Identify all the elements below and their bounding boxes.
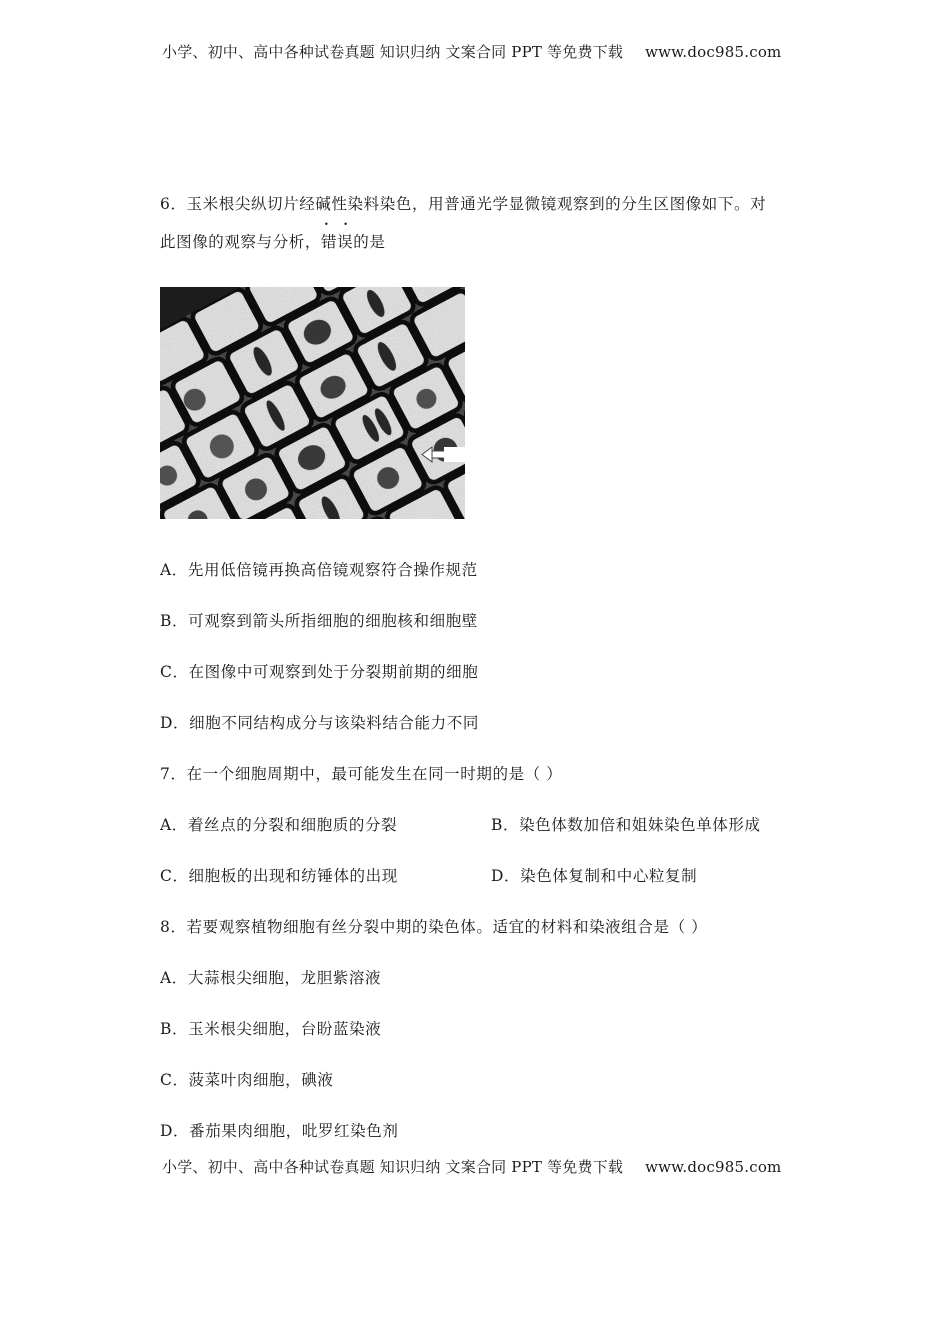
q6-stem-emphasis: • • 错误 [321, 230, 353, 252]
q6-option-a[interactable]: A．先用低倍镜再换高倍镜观察符合操作规范 [160, 561, 478, 579]
footer-site-link[interactable]: www.doc985.com [645, 1158, 782, 1176]
q7-option-c[interactable]: C．细胞板的出现和纺锤体的出现 [160, 867, 398, 885]
q7-stem: 7．在一个细胞周期中，最可能发生在同一时期的是（ ） [160, 765, 563, 783]
root-tip-cells-illustration [160, 287, 465, 519]
q7-option-a[interactable]: A．着丝点的分裂和细胞质的分裂 [160, 816, 398, 834]
q8-stem: 8．若要观察植物细胞有丝分裂中期的染色体。适宜的材料和染液组合是（ ） [160, 918, 708, 936]
q6-option-b[interactable]: B．可观察到箭头所指细胞的细胞核和细胞壁 [160, 612, 478, 630]
q6-stem-post: 的是 [353, 233, 386, 251]
q6-stem-pre: 此图像的观察与分析， [160, 233, 322, 251]
footer-text: 小学、初中、高中各种试卷真题 知识归纳 文案合同 PPT 等免费下载 [162, 1158, 624, 1176]
micrograph-image [160, 287, 465, 519]
page-header [162, 41, 781, 62]
header-site-link[interactable]: www.doc985.com [645, 43, 782, 61]
q8-option-a[interactable]: A．大蒜根尖细胞，龙胆紫溶液 [160, 969, 382, 987]
q8-option-d[interactable]: D．番茄果肉细胞，吡罗红染色剂 [160, 1122, 399, 1140]
q6-stem-line1: 6．玉米根尖纵切片经碱性染料染色，用普通光学显微镜观察到的分生区图像如下。对 [160, 195, 767, 213]
q7-option-b[interactable]: B．染色体数加倍和姐妹染色单体形成 [491, 816, 761, 834]
q6-option-c[interactable]: C．在图像中可观察到处于分裂期前期的细胞 [160, 663, 479, 681]
header-text: 小学、初中、高中各种试卷真题 知识归纳 文案合同 PPT 等免费下载 [162, 43, 624, 61]
q8-option-b[interactable]: B．玉米根尖细胞，台盼蓝染液 [160, 1020, 382, 1038]
q6-option-d[interactable]: D．细胞不同结构成分与该染料结合能力不同 [160, 714, 479, 732]
q8-option-c[interactable]: C．菠菜叶肉细胞，碘液 [160, 1071, 334, 1089]
page-footer [162, 1156, 781, 1177]
q6-stem-line2 [160, 230, 385, 252]
q7-option-d[interactable]: D．染色体复制和中心粒复制 [491, 867, 698, 885]
